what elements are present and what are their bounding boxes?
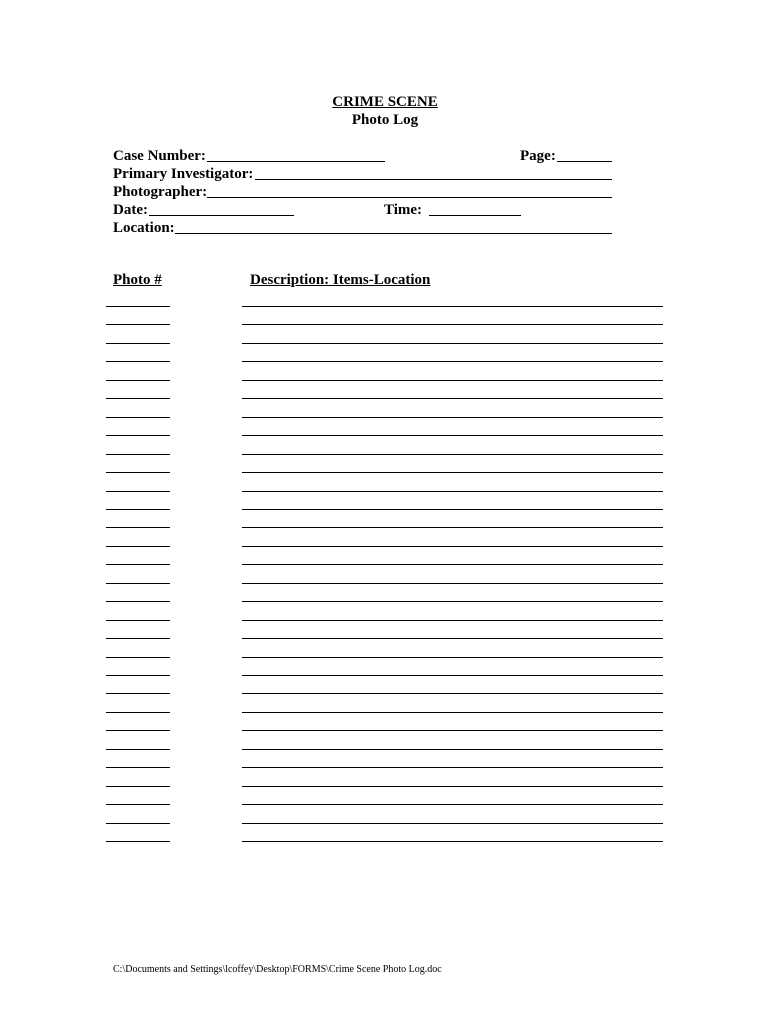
table-row	[0, 638, 770, 639]
table-row	[0, 749, 770, 750]
form-subtitle: Photo Log	[351, 112, 419, 128]
table-row	[0, 730, 770, 731]
table-row	[0, 767, 770, 768]
photo-number-entry-line[interactable]	[106, 398, 170, 399]
case-number-label: Case Number:	[113, 148, 206, 164]
table-row	[0, 546, 770, 547]
table-row	[0, 601, 770, 602]
file-path-footer: C:\Documents and Settings\lcoffey\Desktop\FORMS\Crime Scene Photo Log.doc	[113, 964, 442, 975]
description-entry-line[interactable]	[242, 583, 663, 584]
description-entry-line[interactable]	[242, 324, 663, 325]
table-row	[0, 380, 770, 381]
photo-number-entry-line[interactable]	[106, 380, 170, 381]
photo-number-column-header: Photo #	[113, 272, 162, 288]
table-row	[0, 804, 770, 805]
photo-number-entry-line[interactable]	[106, 527, 170, 528]
page-label: Page:	[520, 148, 556, 164]
description-entry-line[interactable]	[242, 712, 663, 713]
description-entry-line[interactable]	[242, 675, 663, 676]
table-row	[0, 361, 770, 362]
photo-number-entry-line[interactable]	[106, 435, 170, 436]
form-title: CRIME SCENE	[332, 94, 438, 110]
photo-number-entry-line[interactable]	[106, 509, 170, 510]
photo-number-entry-line[interactable]	[106, 343, 170, 344]
description-entry-line[interactable]	[242, 398, 663, 399]
primary-investigator-field[interactable]	[255, 179, 612, 180]
photo-number-entry-line[interactable]	[106, 620, 170, 621]
photo-number-entry-line[interactable]	[106, 823, 170, 824]
table-row	[0, 306, 770, 307]
date-field[interactable]	[149, 215, 294, 216]
photo-number-entry-line[interactable]	[106, 749, 170, 750]
photo-number-entry-line[interactable]	[106, 804, 170, 805]
description-entry-line[interactable]	[242, 730, 663, 731]
date-label: Date:	[113, 202, 148, 218]
description-entry-line[interactable]	[242, 491, 663, 492]
table-row	[0, 398, 770, 399]
photo-number-entry-line[interactable]	[106, 786, 170, 787]
table-row	[0, 564, 770, 565]
time-field[interactable]	[429, 215, 521, 216]
location-field[interactable]	[175, 233, 612, 234]
description-entry-line[interactable]	[242, 546, 663, 547]
table-row	[0, 527, 770, 528]
description-entry-line[interactable]	[242, 435, 663, 436]
description-entry-line[interactable]	[242, 417, 663, 418]
photo-number-entry-line[interactable]	[106, 454, 170, 455]
table-row	[0, 435, 770, 436]
description-entry-line[interactable]	[242, 454, 663, 455]
description-entry-line[interactable]	[242, 620, 663, 621]
description-entry-line[interactable]	[242, 361, 663, 362]
photo-number-entry-line[interactable]	[106, 583, 170, 584]
photo-number-entry-line[interactable]	[106, 841, 170, 842]
description-entry-line[interactable]	[242, 749, 663, 750]
location-label: Location:	[113, 220, 175, 236]
photo-number-entry-line[interactable]	[106, 730, 170, 731]
photo-number-entry-line[interactable]	[106, 361, 170, 362]
table-row	[0, 841, 770, 842]
page-field[interactable]	[557, 161, 612, 162]
table-row	[0, 343, 770, 344]
photo-number-entry-line[interactable]	[106, 767, 170, 768]
photo-number-entry-line[interactable]	[106, 546, 170, 547]
table-row	[0, 657, 770, 658]
description-entry-line[interactable]	[242, 823, 663, 824]
table-row	[0, 675, 770, 676]
description-entry-line[interactable]	[242, 306, 663, 307]
case-number-field[interactable]	[207, 161, 385, 162]
description-entry-line[interactable]	[242, 638, 663, 639]
table-row	[0, 712, 770, 713]
photo-number-entry-line[interactable]	[106, 693, 170, 694]
table-row	[0, 324, 770, 325]
description-entry-line[interactable]	[242, 767, 663, 768]
photo-number-entry-line[interactable]	[106, 491, 170, 492]
primary-investigator-label: Primary Investigator:	[113, 166, 254, 182]
description-entry-line[interactable]	[242, 657, 663, 658]
photographer-field[interactable]	[207, 197, 612, 198]
photo-number-entry-line[interactable]	[106, 601, 170, 602]
photo-number-entry-line[interactable]	[106, 712, 170, 713]
table-row	[0, 583, 770, 584]
table-row	[0, 620, 770, 621]
description-entry-line[interactable]	[242, 601, 663, 602]
photo-number-entry-line[interactable]	[106, 417, 170, 418]
table-row	[0, 509, 770, 510]
table-row	[0, 472, 770, 473]
description-entry-line[interactable]	[242, 527, 663, 528]
photo-number-entry-line[interactable]	[106, 306, 170, 307]
photo-number-entry-line[interactable]	[106, 657, 170, 658]
photographer-label: Photographer:	[113, 184, 208, 200]
table-row	[0, 417, 770, 418]
photo-number-entry-line[interactable]	[106, 638, 170, 639]
description-column-header: Description: Items-Location	[250, 272, 431, 288]
photo-number-entry-line[interactable]	[106, 472, 170, 473]
table-row	[0, 786, 770, 787]
table-row	[0, 693, 770, 694]
time-label: Time:	[384, 202, 423, 218]
table-row	[0, 491, 770, 492]
table-row	[0, 454, 770, 455]
photo-number-entry-line[interactable]	[106, 564, 170, 565]
description-entry-line[interactable]	[242, 343, 663, 344]
photo-number-entry-line[interactable]	[106, 675, 170, 676]
description-entry-line[interactable]	[242, 509, 663, 510]
photo-number-entry-line[interactable]	[106, 324, 170, 325]
description-entry-line[interactable]	[242, 841, 663, 842]
description-entry-line[interactable]	[242, 380, 663, 381]
description-entry-line[interactable]	[242, 472, 663, 473]
description-entry-line[interactable]	[242, 786, 663, 787]
table-row	[0, 823, 770, 824]
description-entry-line[interactable]	[242, 693, 663, 694]
description-entry-line[interactable]	[242, 804, 663, 805]
description-entry-line[interactable]	[242, 564, 663, 565]
